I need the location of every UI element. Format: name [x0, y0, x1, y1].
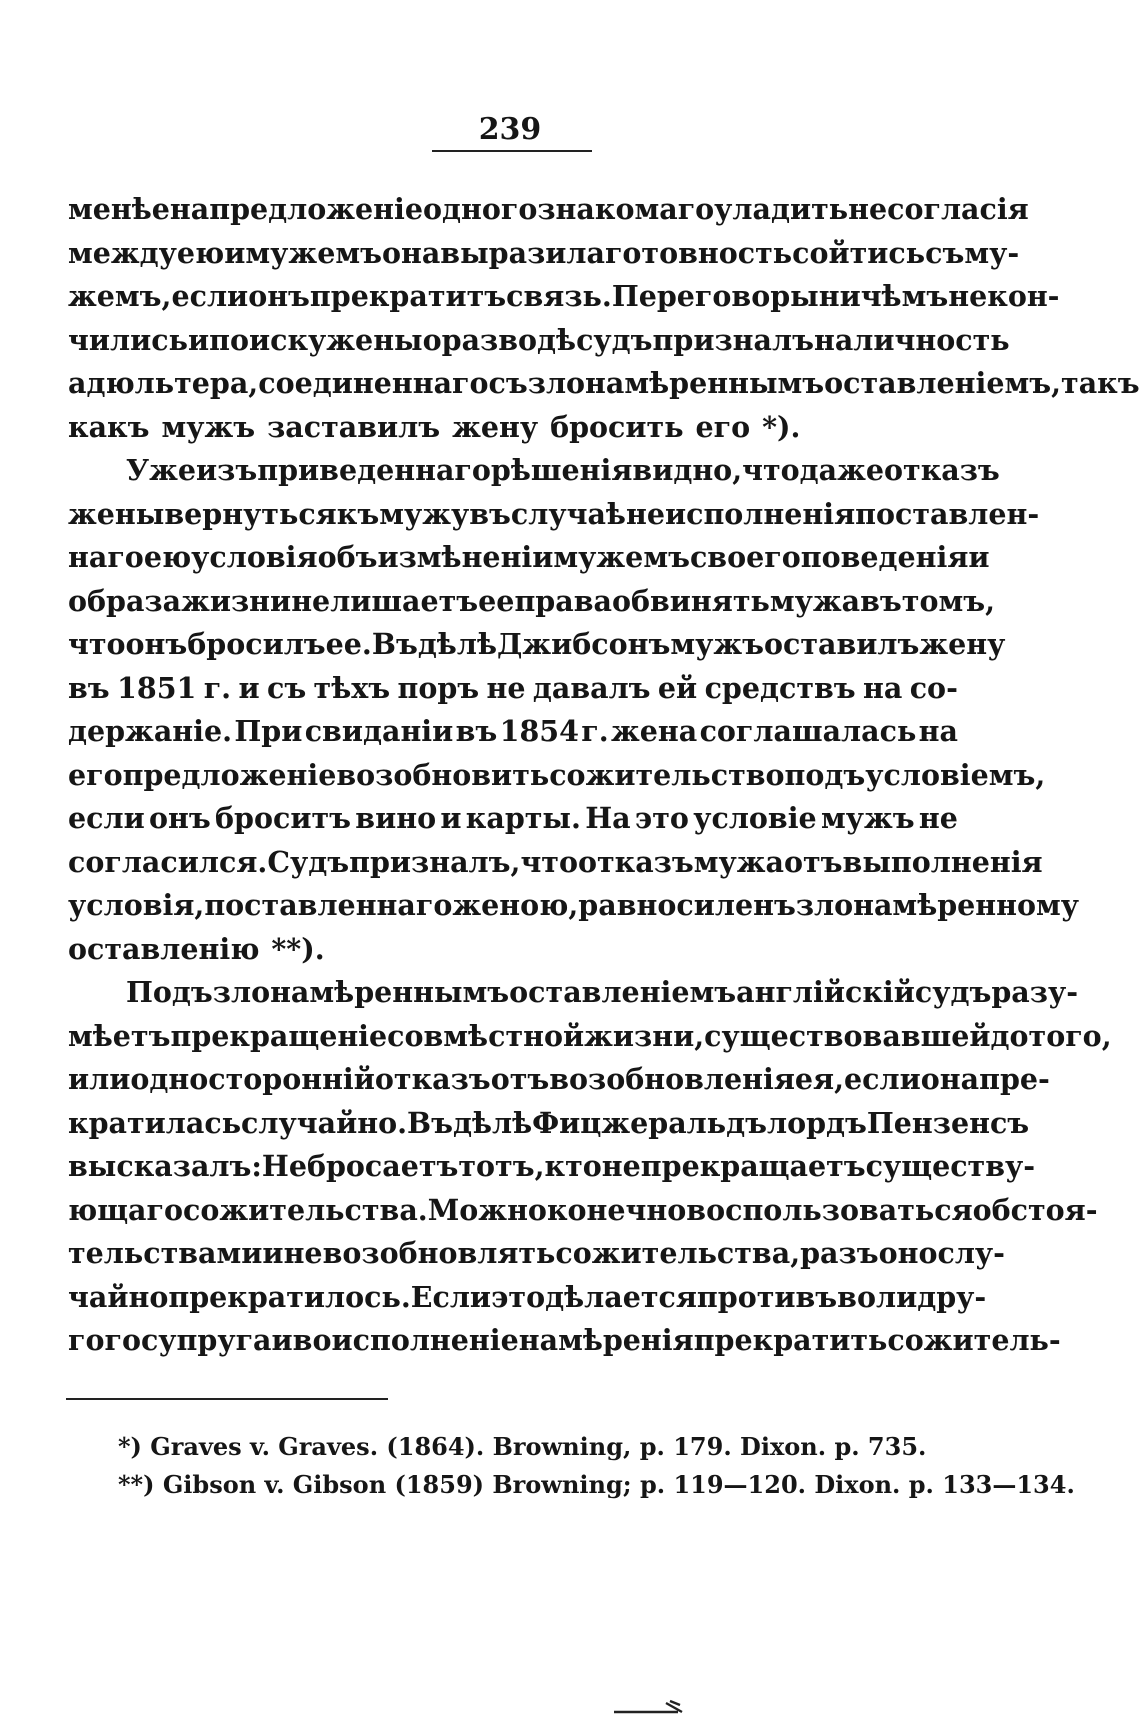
- word: сойтись: [792, 235, 926, 270]
- text-line: [68, 536, 990, 580]
- page-number-rule: [432, 150, 592, 152]
- body-text: [68, 188, 1140, 1363]
- word: уладить: [714, 192, 849, 226]
- text-line: [68, 797, 958, 841]
- footnote-divider: [66, 1398, 388, 1400]
- word: по: [209, 322, 249, 357]
- word: измѣненіи: [377, 540, 554, 574]
- text-line: [68, 710, 958, 754]
- word: дѣлѣ: [452, 1105, 533, 1140]
- word: сожительства,: [555, 1236, 801, 1270]
- word: г.: [203, 670, 232, 705]
- word: злонамѣреннымъ: [212, 975, 510, 1009]
- word: объ: [317, 540, 378, 574]
- word: дѣлѣ: [417, 627, 497, 661]
- text-line: [68, 319, 1010, 363]
- word: поръ: [397, 670, 480, 705]
- word: что: [68, 627, 126, 661]
- word: дѣлается: [545, 1279, 697, 1314]
- word: ничѣмъ: [818, 279, 949, 313]
- word: ей: [657, 670, 698, 705]
- word: это: [491, 1279, 546, 1314]
- text-line: [68, 1189, 1098, 1233]
- word: оставленіемъ,: [824, 366, 1062, 400]
- word: его: [68, 757, 123, 792]
- word: Если: [410, 1279, 492, 1314]
- word: мѣетъ: [68, 1018, 171, 1053]
- word: чайно: [68, 1279, 169, 1314]
- word: изъ: [196, 453, 258, 487]
- word: При: [234, 714, 303, 748]
- word: одного: [423, 192, 538, 226]
- word: обвинять: [611, 583, 770, 618]
- word: какъ: [68, 409, 150, 444]
- word: сожительства.: [183, 1192, 428, 1227]
- word: тельствами: [68, 1236, 263, 1270]
- word: давалъ: [532, 670, 651, 705]
- word: и: [187, 322, 210, 357]
- word: заставилъ: [267, 409, 441, 444]
- word: прекратилось.: [168, 1279, 411, 1314]
- word: возобновить: [336, 757, 550, 792]
- word: 1854: [499, 714, 579, 748]
- word: обстоя-: [972, 1192, 1098, 1227]
- word: воспользоваться: [686, 1192, 973, 1227]
- word: англійскій: [736, 975, 915, 1009]
- word: онъ: [149, 801, 211, 835]
- word: намѣренія: [518, 1323, 694, 1357]
- word: въ: [455, 714, 498, 748]
- word: дру-: [917, 1279, 987, 1314]
- text-line: [68, 754, 1046, 798]
- word: Уже: [126, 453, 197, 487]
- word: слу-: [937, 1236, 1005, 1270]
- word: приведеннаго: [257, 453, 491, 487]
- word: менѣе: [68, 192, 170, 226]
- text-line: [68, 362, 1140, 406]
- word: въ: [469, 496, 511, 531]
- word: судъ: [914, 975, 992, 1009]
- text-line: [68, 406, 958, 450]
- word: если: [68, 801, 145, 835]
- word: возобновлять: [322, 1236, 556, 1270]
- word: къ: [336, 496, 380, 531]
- word: призналъ,: [349, 844, 521, 879]
- word: не: [918, 801, 958, 835]
- text-line: [68, 275, 1060, 319]
- word: согласился.: [68, 844, 268, 879]
- word: женою,: [452, 888, 579, 922]
- text-line: [68, 971, 1079, 1015]
- word: прекратить: [693, 1323, 888, 1357]
- word: мужа: [769, 583, 861, 618]
- word: знакомаго: [537, 192, 715, 226]
- text-line: [68, 667, 958, 711]
- word: броситъ: [215, 801, 351, 835]
- text-line: [68, 1319, 1061, 1363]
- word: 1851: [117, 670, 197, 705]
- word: съ: [925, 235, 965, 270]
- word: съ: [488, 366, 528, 400]
- word: соединеннаго: [258, 366, 489, 400]
- word: случайно.: [241, 1105, 407, 1140]
- word: отъ: [490, 1062, 550, 1096]
- word: жемъ,: [68, 279, 172, 313]
- word: между: [68, 235, 177, 270]
- word: наго: [68, 540, 144, 574]
- word: соглашалась: [699, 714, 917, 748]
- word: Судъ: [267, 844, 350, 879]
- word: несогласія: [848, 192, 1029, 226]
- word: кто: [544, 1149, 602, 1183]
- word: чились: [68, 322, 188, 357]
- word: и: [262, 1236, 284, 1270]
- word: связь.: [506, 279, 612, 313]
- text-line: [68, 580, 995, 624]
- word: жены: [68, 496, 165, 531]
- footnote-1: *) Graves v. Graves. (1864). Browning, p. 179. Dixon. p. 735.: [118, 1432, 927, 1461]
- word: ее.: [325, 627, 372, 661]
- word: призналъ: [652, 322, 814, 357]
- word: на: [918, 714, 958, 748]
- word: мужъ: [670, 627, 764, 661]
- word: оставленіемъ: [509, 975, 737, 1009]
- text-line: [68, 1232, 1005, 1276]
- word: бросаетъ: [306, 1149, 459, 1183]
- word: злонамѣреннымъ: [527, 366, 825, 400]
- word: это: [634, 801, 689, 835]
- word: условіемъ,: [865, 757, 1046, 792]
- text-line: [68, 841, 1043, 885]
- word: права: [514, 583, 612, 618]
- word: на: [863, 670, 903, 705]
- word: **).: [271, 931, 325, 966]
- word: воли: [837, 1279, 918, 1314]
- text-line: [68, 1058, 1050, 1102]
- word: совмѣстной: [387, 1018, 585, 1053]
- word: Джибсонъ: [496, 627, 671, 661]
- word: гого: [68, 1323, 141, 1357]
- word: условіе: [693, 801, 817, 835]
- word: кратилась: [68, 1105, 242, 1140]
- word: мужу: [379, 496, 470, 531]
- word: подъ: [784, 757, 866, 792]
- word: иску: [248, 322, 327, 357]
- word: бросить: [550, 409, 684, 444]
- word: ею: [143, 540, 192, 574]
- word: Въ: [371, 627, 418, 661]
- word: возобновленія: [549, 1062, 795, 1096]
- word: образа: [68, 583, 182, 618]
- word: сожительство: [549, 757, 785, 792]
- word: ее: [478, 583, 515, 618]
- word: выразила: [440, 235, 605, 270]
- word: въ: [860, 583, 902, 618]
- word: или: [68, 1062, 131, 1096]
- word: тѣхъ: [313, 670, 391, 705]
- text-line: [68, 232, 1020, 276]
- word: средствъ: [704, 670, 856, 705]
- word: тотъ,: [458, 1149, 545, 1183]
- word: оставленію: [68, 931, 260, 966]
- word: Подъ: [126, 975, 213, 1009]
- word: существовавшей: [704, 1018, 991, 1053]
- word: мужемъ: [553, 540, 690, 574]
- word: и: [271, 1323, 293, 1357]
- word: оно: [878, 1236, 938, 1270]
- word: онъ: [125, 627, 188, 661]
- word: не: [291, 583, 331, 618]
- word: поставленнаго: [204, 888, 453, 922]
- word: отказъ: [884, 453, 1000, 487]
- word: онъ: [248, 279, 310, 313]
- word: готовность: [604, 235, 793, 270]
- word: разводѣ: [441, 322, 577, 357]
- text-line: [68, 1276, 987, 1320]
- word: неисполненія: [625, 496, 856, 531]
- word: лишаетъ: [330, 583, 479, 618]
- word: что: [742, 453, 800, 487]
- text-line: [68, 1102, 1030, 1146]
- word: лордъ: [766, 1105, 867, 1140]
- text-line: [68, 623, 1006, 667]
- word: не: [283, 1236, 323, 1270]
- word: отказъ: [374, 1062, 491, 1096]
- word: ею: [176, 235, 225, 270]
- text-line: [68, 493, 1040, 537]
- word: г.: [581, 714, 609, 748]
- word: прекращаетъ: [640, 1149, 866, 1183]
- word: жену: [452, 409, 539, 444]
- word: односторонній: [130, 1062, 375, 1096]
- word: вернуться: [164, 496, 337, 531]
- word: не: [601, 1149, 641, 1183]
- word: и: [238, 670, 260, 705]
- word: что: [520, 844, 578, 879]
- word: мужъ: [161, 409, 256, 444]
- word: о: [422, 322, 442, 357]
- word: своего: [689, 540, 801, 574]
- word: она: [381, 235, 441, 270]
- word: если: [171, 279, 249, 313]
- word: прекратитъ: [309, 279, 507, 313]
- word: поставлен-: [855, 496, 1040, 531]
- footnote-2: **) Gibson v. Gibson (1859) Browning; p. 119—120. Dixon. p. 133—134.: [118, 1470, 1075, 1499]
- text-line: [68, 1015, 1112, 1059]
- word: въ: [68, 670, 110, 705]
- word: предложеніе: [209, 192, 423, 226]
- word: поведенія: [800, 540, 969, 574]
- word: исполненіе: [331, 1323, 519, 1357]
- word: наличность: [813, 322, 1010, 357]
- text-line: [68, 928, 958, 972]
- word: Въ: [407, 1105, 453, 1140]
- text-line: [68, 449, 1000, 493]
- word: во: [292, 1323, 332, 1357]
- text-line: [68, 1145, 1036, 1189]
- word: отказъ: [577, 844, 694, 879]
- word: злонамѣренному: [795, 888, 1080, 922]
- word: пре-: [979, 1062, 1050, 1096]
- word: разу-: [991, 975, 1079, 1009]
- word: разъ: [800, 1236, 879, 1270]
- printers-signature-mark: [610, 1693, 690, 1717]
- word: до: [990, 1018, 1029, 1053]
- word: *).: [762, 409, 801, 444]
- word: бросилъ: [187, 627, 326, 661]
- word: мужъ: [820, 801, 915, 835]
- word: Можно: [427, 1192, 547, 1227]
- word: того,: [1028, 1018, 1112, 1053]
- text-line: [68, 884, 1080, 928]
- word: она: [920, 1062, 980, 1096]
- word: жену: [919, 627, 1006, 661]
- word: держаніе.: [68, 714, 233, 748]
- word: жизни: [181, 583, 292, 618]
- word: судъ: [576, 322, 653, 357]
- word: томъ,: [901, 583, 995, 618]
- word: не: [486, 670, 526, 705]
- word: свиданіи: [304, 714, 454, 748]
- word: Переговоры: [611, 279, 819, 313]
- word: жизни,: [584, 1018, 705, 1053]
- word: супруга: [140, 1323, 272, 1357]
- word: если: [844, 1062, 921, 1096]
- word: видно,: [632, 453, 743, 487]
- word: равносиленъ: [578, 888, 796, 922]
- word: сожитель-: [887, 1323, 1061, 1357]
- word: ея,: [794, 1062, 845, 1096]
- word: карты.: [465, 801, 581, 835]
- word: и: [968, 540, 990, 574]
- word: оставилъ: [764, 627, 920, 661]
- footnotes: [118, 1428, 1075, 1504]
- word: вино: [355, 801, 437, 835]
- word: высказалъ:: [68, 1149, 262, 1183]
- word: выполненія: [842, 844, 1043, 879]
- word: условія,: [68, 888, 205, 922]
- word: жена: [610, 714, 698, 748]
- word: предложеніе: [122, 757, 337, 792]
- word: мужемъ: [245, 235, 382, 270]
- word: адюльтера,: [68, 366, 259, 400]
- word: Не: [261, 1149, 307, 1183]
- word: му-: [964, 235, 1020, 270]
- word: мужа: [693, 844, 784, 879]
- word: существу-: [865, 1149, 1036, 1183]
- word: На: [585, 801, 631, 835]
- word: и: [440, 801, 462, 835]
- word: жены: [326, 322, 423, 357]
- word: прекращеніе: [170, 1018, 388, 1053]
- word: Пензенсъ: [866, 1105, 1030, 1140]
- word: такъ: [1061, 366, 1140, 400]
- word: не: [948, 279, 988, 313]
- word: Фицжеральдъ: [532, 1105, 767, 1140]
- word: на: [169, 192, 210, 226]
- word: его: [695, 409, 751, 444]
- word: со-: [909, 670, 958, 705]
- word: кон-: [987, 279, 1060, 313]
- word: съ: [266, 670, 307, 705]
- word: случаѣ: [510, 496, 626, 531]
- word: условія: [191, 540, 318, 574]
- word: даже: [799, 453, 885, 487]
- word: отъ: [784, 844, 843, 879]
- page-number: 239: [478, 112, 542, 147]
- word: ющаго: [68, 1192, 184, 1227]
- word: и: [224, 235, 246, 270]
- word: рѣшенія: [490, 453, 633, 487]
- text-line: [68, 188, 1029, 232]
- word: конечно: [546, 1192, 687, 1227]
- word: противъ: [696, 1279, 838, 1314]
